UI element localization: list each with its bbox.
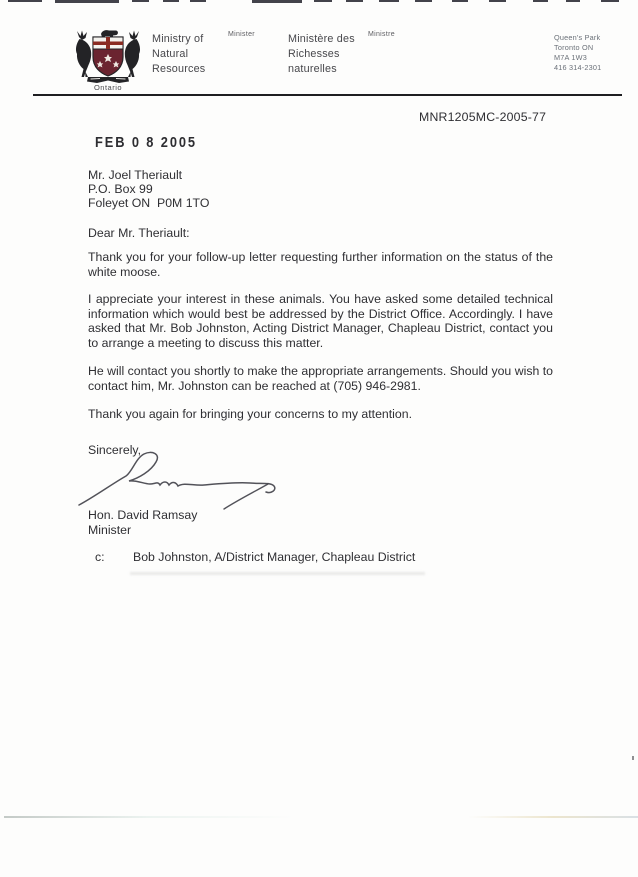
scan-dot-artifact: [632, 756, 634, 760]
signatory-name: Hon. David Ramsay: [88, 508, 198, 522]
scan-ghost-artifact: [130, 572, 425, 575]
signatory-title: Minister: [88, 523, 132, 537]
cc-label: c:: [95, 550, 105, 564]
recipient-name: Mr. Joel Theriault: [88, 168, 183, 182]
body-paragraph-4: Thank you again for bringing your concerns to my attention.: [88, 407, 413, 421]
body-paragraph-3: He will contact you shortly to make the appropriate arrangements. Should you wish to contact him, Mr. Johnston can be reached at (705) 946-2981.: [88, 364, 553, 393]
minister-label-en: Minister: [228, 31, 255, 38]
recipient-city-postal: Foleyet ON P0M 1TO: [88, 195, 210, 210]
handwritten-signature: [76, 448, 288, 510]
scan-line-artifact: [468, 816, 638, 818]
ministry-name-fr: Ministère des Richesses naturelles: [288, 33, 355, 75]
ontario-coat-of-arms-logo: [66, 27, 150, 85]
recipient-address: [88, 169, 209, 211]
recipient-po-box: P.O. Box 99: [88, 181, 153, 196]
closing: Sincerely,: [88, 443, 142, 457]
minister-label-fr: Ministre: [368, 31, 395, 38]
office-address: Queen's Park Toronto ON M7A 1W3 416 314-2301: [554, 33, 602, 72]
body-paragraph-2: I appreciate your interest in these animals. You have asked some detailed technical information which would best be addressed by the District Office. Accordingly. I have asked that Mr. Bob Johnston, Acting District Manager, Chapleau District, contact you to arrange a meeting to discuss this matter.: [88, 292, 553, 351]
ministry-name-en: Ministry of Natural Resources: [152, 33, 206, 75]
cc-recipient: Bob Johnston, A/District Manager, Chapleau District: [133, 550, 416, 564]
header-divider: [33, 94, 622, 96]
salutation: Dear Mr. Theriault:: [88, 226, 190, 240]
date-stamp: FEB 0 8 2005: [95, 134, 197, 151]
reference-number: MNR1205MC-2005-77: [419, 110, 547, 124]
body-paragraph-1: Thank you for your follow-up letter requesting further information on the status of the white moose.: [88, 250, 553, 279]
scan-line-artifact: [4, 816, 294, 818]
ontario-wordmark: Ontario: [93, 83, 123, 92]
